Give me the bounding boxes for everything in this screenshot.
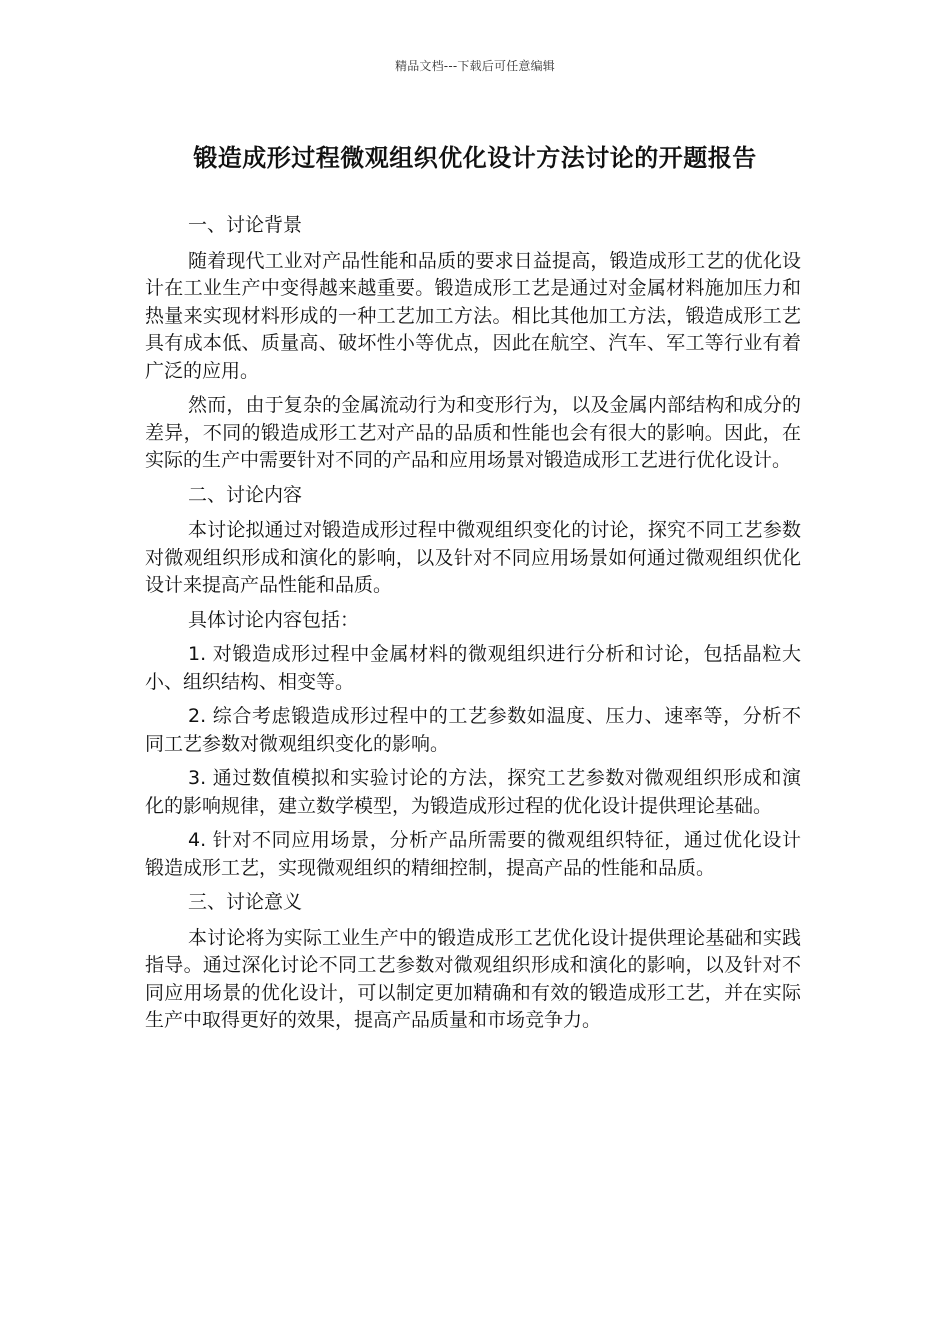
- section-heading-content: 二、讨论内容: [188, 483, 303, 506]
- list-item: 2. 综合考虑锻造成形过程中的工艺参数如温度、压力、速率等，分析不同工艺参数对微观组织变化的影响。: [145, 705, 801, 755]
- document-title: 锻造成形过程微观组织优化设计方法讨论的开题报告: [193, 144, 757, 172]
- list-item: 1. 对锻造成形过程中金属材料的微观组织进行分析和讨论，包括晶粒大小、组织结构、相变等。: [145, 643, 801, 693]
- header-note: 精品文档---下载后可任意编辑: [395, 59, 555, 73]
- list-item: 3. 通过数值模拟和实验讨论的方法，探究工艺参数对微观组织形成和演化的影响规律，建立数学模型，为锻造成形过程的优化设计提供理论基础。: [145, 767, 801, 817]
- paragraph-background-2: 然而，由于复杂的金属流动行为和变形行为，以及金属内部结构和成分的差异，不同的锻造成形工艺对产品的品质和性能也会有很大的影响。因此，在实际的生产中需要针对不同的产品和应用场景对锻造成形工艺进行优化设计。: [145, 394, 801, 471]
- paragraph-significance-1: 本讨论将为实际工业生产中的锻造成形工艺优化设计提供理论基础和实践指导。通过深化讨论不同工艺参数对微观组织形成和演化的影响，以及针对不同应用场景的优化设计，可以制定更加精确和有效的锻造成形工艺，并在实际生产中取得更好的效果，提高产品质量和市场竞争力。: [145, 926, 801, 1031]
- document-body: [145, 212, 801, 1042]
- section-heading-significance: 三、讨论意义: [188, 891, 303, 913]
- paragraph-background-1: 随着现代工业对产品性能和品质的要求日益提高，锻造成形工艺的优化设计在工业生产中变得越来越重要。锻造成形工艺是通过对金属材料施加压力和热量来实现材料形成的一种工艺加工方法。相比其他加工方法，锻造成形工艺具有成本低、质量高、破坏性小等优点，因此在航空、汽车、军工等行业有着广泛的应用。: [145, 249, 801, 382]
- list-item: 4. 针对不同应用场景，分析产品所需要的微观组织特征，通过优化设计锻造成形工艺，实现微观组织的精细控制，提高产品的性能和品质。: [145, 829, 801, 879]
- section-heading-background: 一、讨论背景: [188, 214, 303, 236]
- paragraph-content-intro: 具体讨论内容包括：: [188, 608, 360, 631]
- paragraph-content-1: 本讨论拟通过对锻造成形过程中微观组织变化的讨论，探究不同工艺参数对微观组织形成和演化的影响，以及针对不同应用场景如何通过微观组织优化设计来提高产品性能和品质。: [145, 519, 801, 596]
